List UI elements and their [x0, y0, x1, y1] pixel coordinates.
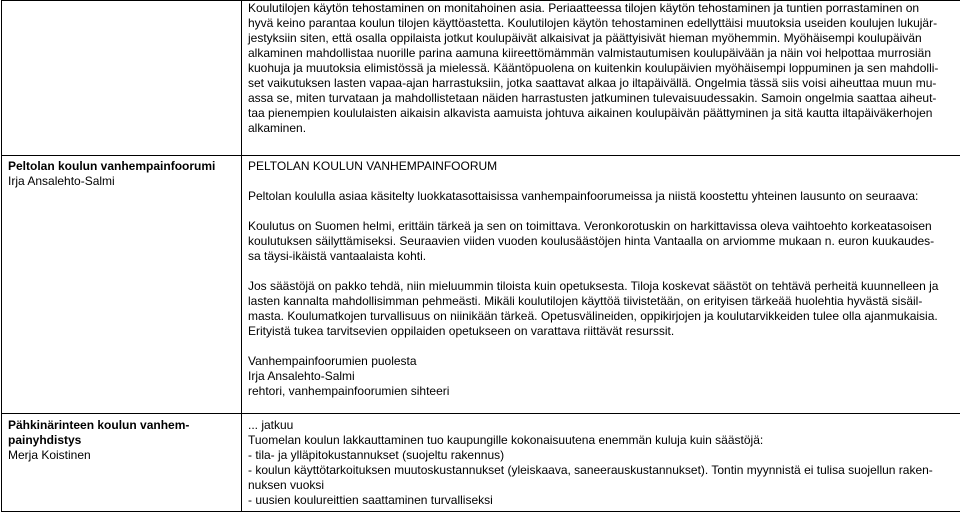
text-line: sa täysi-ikäistä vantaalaista kohti. — [248, 249, 427, 263]
statement-intro: Peltolan koululla asiaa käsitelty luokkatasottaisissa vanhempainfoorumeissa ja niistä koostettu yhteinen lausunto on seuraava: — [248, 189, 919, 203]
table-row — [2, 156, 960, 414]
text-line: assa se, miten turvataan ja mahdollistetaan näiden harrastusten jatkuminen tulevaisuudessakin. Samoin ongelmia saattaa aiheut- — [248, 91, 937, 105]
statement-heading: PELTOLAN KOULUN VANHEMPAINFOORUM — [248, 159, 498, 173]
text-line: masta. Koulumatkojen turvallisuus on niinikään tärkeä. Opetusvälineiden, oppikirjojen ja koulutarvikkeiden tulee olla ajanmukaisia. — [248, 309, 938, 323]
text-line: Jos säästöjä on pakko tehdä, niin mieluummin tiloista kuin opetuksesta. Tiloja koskevat säästöt on tehtävä perheitä kuunnelleen ja — [248, 279, 939, 293]
text-line: - koulun käyttötarkoituksen muutoskustannukset (yleiskaava, saneerauskustannukset). Tontin myynnistä ei tulisa suojellun raken- — [248, 463, 933, 477]
statement-table — [1, 0, 960, 512]
text-line: nuksen vuoksi — [248, 478, 325, 492]
text-line: alkaminen. — [248, 121, 307, 135]
sender-cell-empty — [2, 1, 242, 156]
table-row — [2, 414, 960, 512]
text-line: hyvä keino parantaa koulun tilojen käyttöastetta. Koulutilojen käytön tehostaminen edellyttäisi muutoksia useiden koulujen lukujär- — [248, 16, 938, 30]
signature-line: rehtori, vanhempainfoorumien sihteeri — [248, 384, 450, 398]
sender-name: Irja Ansalehto-Salmi — [8, 174, 115, 188]
sender-organization: Pähkinärinteen koulun vanhem- — [8, 418, 190, 432]
text-line: Koulutilojen käytön tehostaminen on monitahoinen asia. Periaatteessa tilojen käytön tehostaminen ja tuntien porrastaminen on — [248, 1, 920, 15]
table-row — [2, 1, 960, 156]
statement-cell-pahkinarinne — [242, 414, 960, 512]
text-line: jestyksiin siten, että osalla oppilaista jotkut koulupäivät alkaisivat ja päättyisivät hieman myöhemmin. Myöhäisempi koulupäivän — [248, 31, 922, 45]
statement-cell-peltola — [242, 156, 960, 414]
statement-cell-tilojen-kaytto — [242, 1, 960, 156]
text-line: set vaikutuksen lasten vapaa-ajan harrastuksiin, jotka saattavat alkaa jo iltapäivällä. Ongelmia tässä siis voisi aiheuttaa muun mu- — [248, 76, 937, 90]
text-line: - uusien koulureittien saattaminen turvalliseksi — [248, 493, 493, 507]
text-line: taa pienempien koululaisten aikaisin alkavista aamuista johtuva aikainen koulupäivän päättyminen ja sitä kautta iltapäiväkerhojen — [248, 106, 933, 120]
signature-line: Vanhempainfoorumien puolesta — [248, 354, 417, 368]
text-line: Tuomelan koulun lakkauttaminen tuo kaupungille kokonaisuutena enemmän kuluja kuin säästöjä: — [248, 433, 764, 447]
sender-name: Merja Koistinen — [8, 448, 91, 462]
text-line: kuohuja ja muutoksia elimistössä ja mielessä. Kääntöpuolena on kuitenkin koulupäivien myöhäisempi loppuminen ja sen mahdolli- — [248, 61, 939, 75]
sender-organization: Peltolan koulun vanhempainfoorumi — [8, 159, 216, 173]
text-line: koulutuksen säilyttämiseksi. Seuraavien viiden vuoden koulusäästöjen hinta Vantaalla on arviomme mukaan n. euron kuukaudes- — [248, 234, 935, 248]
text-line: ... jatkuu — [248, 418, 294, 432]
text-line: lasten kannalta mahdollisimman pehmeästi. Mikäli koulutilojen käyttöä tiivistetään, on erityisen tärkeää huolehtia hyvästä sisäil- — [248, 294, 923, 308]
text-line: alkaminen mahdollistaa nuorille parina aamuna kiireettömämmän valmistautumisen koulupäivään ja näin voi helpottaa murrosiän — [248, 46, 932, 60]
sender-organization: painyhdistys — [8, 433, 82, 447]
sender-cell-peltola — [2, 156, 242, 414]
text-line: Koulutus on Suomen helmi, erittäin tärkeä ja sen on toimittava. Veronkorotuskin on harkittavissa oleva vaihtoehto korkeatasoisen — [248, 219, 932, 233]
text-line: Erityistä tukea tarvitsevien oppilaiden opetukseen on varattava riittävät resurssit. — [248, 324, 675, 338]
sender-cell-pahkinarinne — [2, 414, 242, 512]
signature-line: Irja Ansalehto-Salmi — [248, 369, 355, 383]
text-line: - tila- ja ylläpitokustannukset (suojeltu rakennus) — [248, 448, 505, 462]
